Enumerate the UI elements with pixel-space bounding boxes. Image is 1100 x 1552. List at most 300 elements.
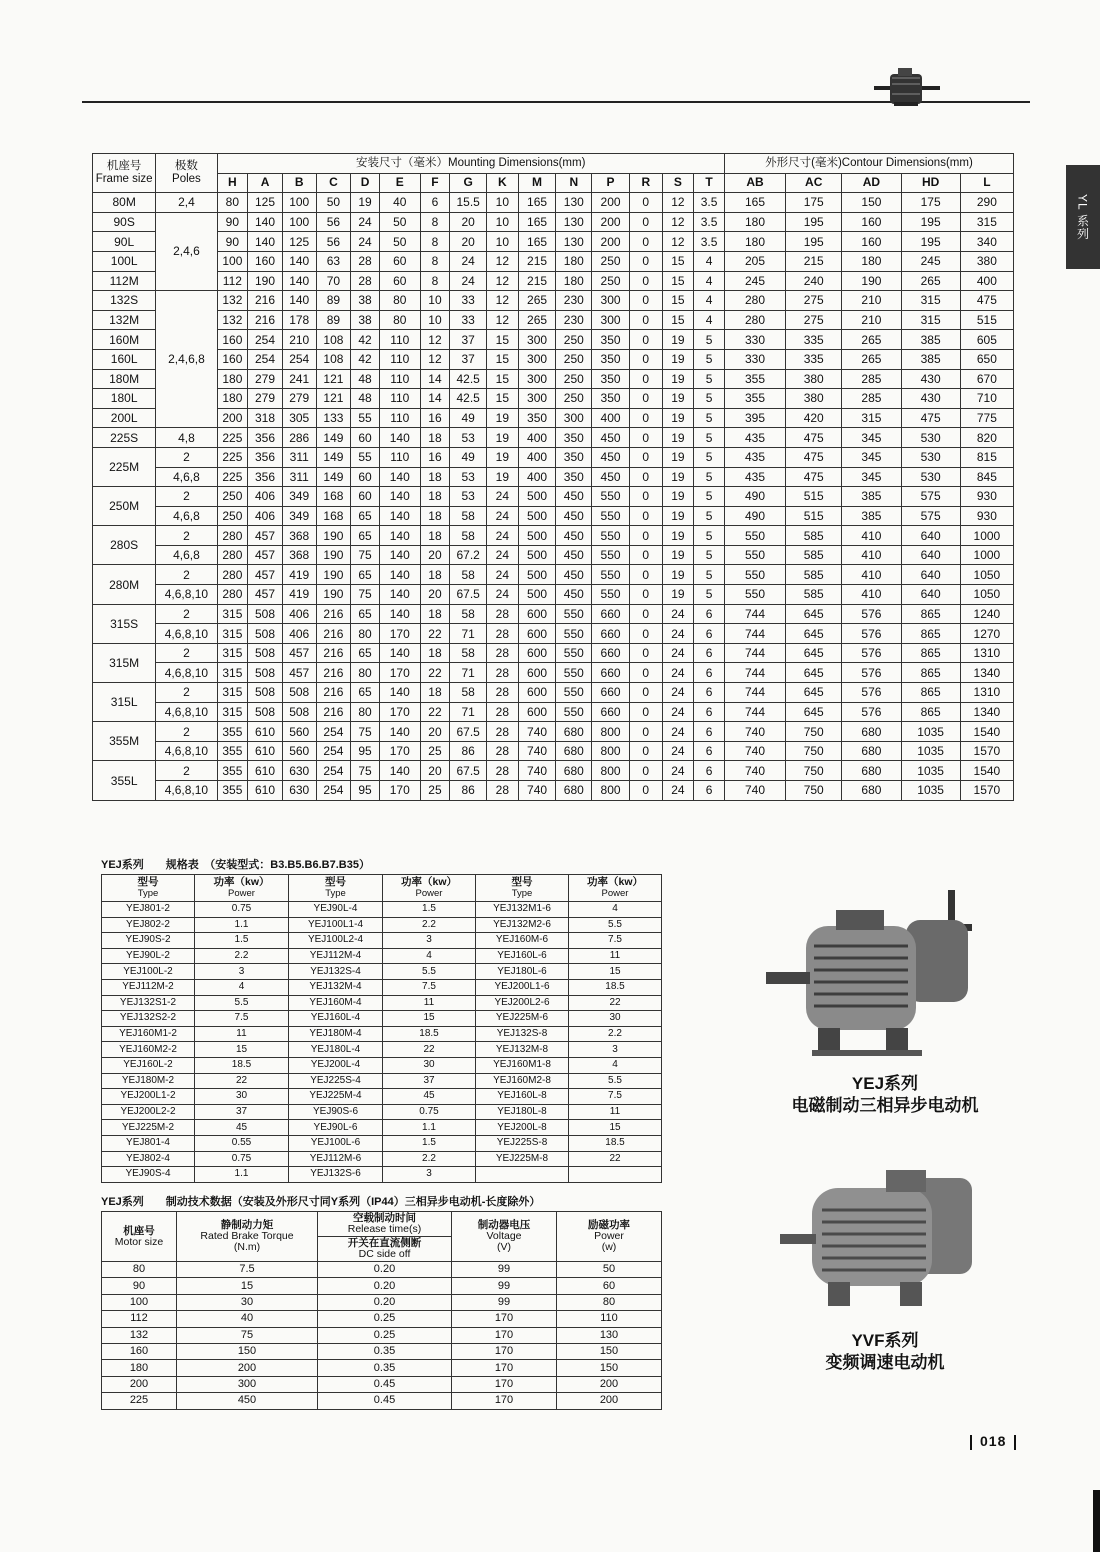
value-cell: 140 bbox=[379, 487, 420, 507]
value-cell: 28 bbox=[487, 643, 519, 663]
value-cell: 8 bbox=[420, 232, 450, 252]
type-cell bbox=[476, 1167, 569, 1183]
dimensions-table bbox=[92, 153, 1014, 801]
value-cell: 355 bbox=[217, 722, 248, 742]
power-cell: 22 bbox=[383, 1042, 476, 1058]
value-cell: 335 bbox=[786, 349, 842, 369]
value-cell: 168 bbox=[316, 487, 351, 507]
value-cell: 10 bbox=[487, 232, 519, 252]
poles-cell: 2 bbox=[156, 604, 217, 624]
power-cell: 4 bbox=[569, 1057, 662, 1073]
value-cell: 645 bbox=[786, 643, 842, 663]
frame-size-cell: 225S bbox=[93, 428, 156, 448]
value-cell: 20 bbox=[420, 761, 450, 781]
value-cell: 1340 bbox=[960, 702, 1013, 722]
page-number bbox=[962, 1433, 1024, 1450]
type-cell: YEJ225M-6 bbox=[476, 1011, 569, 1027]
col-header: H bbox=[217, 173, 248, 193]
value-cell: 280 bbox=[217, 526, 248, 546]
value-cell: 28 bbox=[351, 251, 380, 271]
value-cell: 140 bbox=[282, 251, 316, 271]
value-cell: 680 bbox=[556, 761, 592, 781]
value-cell: 12 bbox=[662, 232, 694, 252]
value-cell: 740 bbox=[724, 781, 785, 801]
value-cell: 6 bbox=[694, 624, 725, 644]
value-cell: 400 bbox=[592, 408, 630, 428]
value-cell: 800 bbox=[592, 761, 630, 781]
value-cell: 18 bbox=[420, 683, 450, 703]
value-cell: 750 bbox=[786, 781, 842, 801]
value-cell: 28 bbox=[487, 663, 519, 683]
type-cell: YEJ90L-2 bbox=[102, 948, 195, 964]
value-cell: 225 bbox=[102, 1393, 177, 1409]
value-cell: 0.45 bbox=[318, 1376, 452, 1392]
value-cell: 500 bbox=[518, 487, 556, 507]
value-cell: 5 bbox=[694, 447, 725, 467]
motor-logo-icon bbox=[872, 64, 942, 108]
value-cell: 95 bbox=[351, 741, 380, 761]
value-cell: 8 bbox=[420, 212, 450, 232]
value-cell: 254 bbox=[282, 349, 316, 369]
frame-size-cell: 160M bbox=[93, 330, 156, 350]
value-cell: 56 bbox=[316, 212, 351, 232]
value-cell: 475 bbox=[960, 291, 1013, 311]
value-cell: 280 bbox=[217, 565, 248, 585]
value-cell: 200 bbox=[592, 232, 630, 252]
type-cell: YEJ225M-4 bbox=[289, 1089, 383, 1105]
value-cell: 1340 bbox=[960, 663, 1013, 683]
value-cell: 20 bbox=[420, 722, 450, 742]
value-cell: 815 bbox=[960, 447, 1013, 467]
yvf-motor-image bbox=[776, 1158, 996, 1318]
value-cell: 305 bbox=[282, 408, 316, 428]
value-cell: 355 bbox=[217, 781, 248, 801]
value-cell: 16 bbox=[420, 447, 450, 467]
value-cell: 500 bbox=[518, 565, 556, 585]
value-cell: 680 bbox=[556, 741, 592, 761]
table-row bbox=[93, 526, 1014, 546]
table-row bbox=[93, 389, 1014, 409]
value-cell: 5 bbox=[694, 506, 725, 526]
value-cell: 400 bbox=[960, 271, 1013, 291]
value-cell: 740 bbox=[518, 741, 556, 761]
value-cell: 24 bbox=[487, 506, 519, 526]
value-cell: 450 bbox=[592, 428, 630, 448]
value-cell: 457 bbox=[282, 643, 316, 663]
value-cell: 660 bbox=[592, 702, 630, 722]
value-cell: 24 bbox=[487, 526, 519, 546]
value-cell: 60 bbox=[351, 428, 380, 448]
power-cell: 2.2 bbox=[195, 948, 289, 964]
table-row bbox=[102, 1393, 662, 1409]
col-header: HD bbox=[901, 173, 960, 193]
yej-caption-desc: 电磁制动三相异步电动机 bbox=[791, 1096, 979, 1115]
value-cell: 450 bbox=[556, 565, 592, 585]
value-cell: 350 bbox=[592, 349, 630, 369]
value-cell: 170 bbox=[379, 741, 420, 761]
value-cell: 410 bbox=[842, 526, 901, 546]
table-row bbox=[102, 902, 662, 918]
value-cell: 250 bbox=[592, 251, 630, 271]
value-cell: 300 bbox=[177, 1376, 318, 1392]
value-cell: 80 bbox=[351, 702, 380, 722]
value-cell: 58 bbox=[450, 526, 487, 546]
value-cell: 100 bbox=[217, 251, 248, 271]
poles-cell: 4,6,8,10 bbox=[156, 702, 217, 722]
value-cell: 640 bbox=[901, 565, 960, 585]
value-cell: 750 bbox=[786, 761, 842, 781]
frame-size-cell: 180L bbox=[93, 389, 156, 409]
poles-cell: 2,4,6,8 bbox=[156, 291, 217, 428]
table-row bbox=[93, 506, 1014, 526]
value-cell: 1540 bbox=[960, 761, 1013, 781]
value-cell: 435 bbox=[724, 467, 785, 487]
frame-size-cell: 90L bbox=[93, 232, 156, 252]
value-cell: 285 bbox=[842, 389, 901, 409]
value-cell: 149 bbox=[316, 467, 351, 487]
value-cell: 140 bbox=[379, 585, 420, 605]
value-cell: 190 bbox=[316, 545, 351, 565]
value-cell: 71 bbox=[450, 624, 487, 644]
value-cell: 19 bbox=[662, 330, 694, 350]
frame-size-cell: 132S bbox=[93, 291, 156, 311]
table-row bbox=[93, 212, 1014, 232]
power-cell: 1.1 bbox=[195, 917, 289, 933]
value-cell: 630 bbox=[282, 781, 316, 801]
value-cell: 5 bbox=[694, 467, 725, 487]
value-cell: 508 bbox=[282, 683, 316, 703]
value-cell: 24 bbox=[662, 781, 694, 801]
value-cell: 385 bbox=[842, 487, 901, 507]
table-row bbox=[93, 781, 1014, 801]
value-cell: 19 bbox=[662, 467, 694, 487]
value-cell: 500 bbox=[518, 506, 556, 526]
value-cell: 110 bbox=[379, 447, 420, 467]
value-cell: 420 bbox=[786, 408, 842, 428]
value-cell: 3.5 bbox=[694, 232, 725, 252]
poles-cell: 4,6,8,10 bbox=[156, 663, 217, 683]
value-cell: 28 bbox=[487, 683, 519, 703]
value-cell: 195 bbox=[901, 232, 960, 252]
value-cell: 355 bbox=[217, 761, 248, 781]
type-cell: YEJ180L-6 bbox=[476, 964, 569, 980]
value-cell: 1035 bbox=[901, 781, 960, 801]
value-cell: 380 bbox=[960, 251, 1013, 271]
col-header: L bbox=[960, 173, 1013, 193]
value-cell: 640 bbox=[901, 545, 960, 565]
value-cell: 15 bbox=[662, 291, 694, 311]
value-cell: 600 bbox=[518, 624, 556, 644]
value-cell: 315 bbox=[901, 291, 960, 311]
power-cell: 0.75 bbox=[195, 902, 289, 918]
value-cell: 18 bbox=[420, 604, 450, 624]
value-cell: 160 bbox=[842, 212, 901, 232]
value-cell: 6 bbox=[694, 643, 725, 663]
value-cell: 22 bbox=[420, 702, 450, 722]
type-cell: YEJ100L1-4 bbox=[289, 917, 383, 933]
value-cell: 80 bbox=[379, 310, 420, 330]
type-cell: YEJ802-2 bbox=[102, 917, 195, 933]
value-cell: 250 bbox=[556, 389, 592, 409]
value-cell: 550 bbox=[724, 585, 785, 605]
value-cell: 265 bbox=[518, 291, 556, 311]
value-cell: 435 bbox=[724, 428, 785, 448]
col-header: C bbox=[316, 173, 351, 193]
value-cell: 53 bbox=[450, 467, 487, 487]
value-cell: 740 bbox=[518, 722, 556, 742]
power-cell: 15 bbox=[569, 1120, 662, 1136]
type-cell: YEJ90S-6 bbox=[289, 1104, 383, 1120]
value-cell: 33 bbox=[450, 291, 487, 311]
value-cell: 60 bbox=[557, 1278, 662, 1294]
value-cell: 140 bbox=[379, 761, 420, 781]
value-cell: 250 bbox=[217, 487, 248, 507]
value-cell: 406 bbox=[248, 487, 283, 507]
value-cell: 200 bbox=[217, 408, 248, 428]
value-cell: 19 bbox=[662, 545, 694, 565]
value-cell: 300 bbox=[592, 310, 630, 330]
value-cell: 400 bbox=[518, 447, 556, 467]
value-cell: 575 bbox=[901, 506, 960, 526]
table-row bbox=[93, 408, 1014, 428]
value-cell: 450 bbox=[556, 545, 592, 565]
value-cell: 280 bbox=[724, 310, 785, 330]
value-cell: 0.20 bbox=[318, 1262, 452, 1278]
value-cell: 550 bbox=[592, 545, 630, 565]
power-cell: 11 bbox=[195, 1026, 289, 1042]
value-cell: 457 bbox=[248, 526, 283, 546]
value-cell: 419 bbox=[282, 585, 316, 605]
frame-size-cell: 100L bbox=[93, 251, 156, 271]
value-cell: 250 bbox=[556, 349, 592, 369]
table-row bbox=[102, 1151, 662, 1167]
value-cell: 25 bbox=[420, 741, 450, 761]
value-cell: 450 bbox=[592, 447, 630, 467]
yej-motor-image bbox=[756, 880, 1006, 1070]
value-cell: 80 bbox=[379, 291, 420, 311]
type-cell: YEJ90S-4 bbox=[102, 1167, 195, 1183]
type-cell: YEJ160M1-2 bbox=[102, 1026, 195, 1042]
value-cell: 170 bbox=[379, 702, 420, 722]
value-cell: 576 bbox=[842, 683, 901, 703]
value-cell: 86 bbox=[450, 741, 487, 761]
value-cell: 315 bbox=[217, 663, 248, 683]
value-cell: 15.5 bbox=[450, 193, 487, 213]
power-cell: 2.2 bbox=[569, 1026, 662, 1042]
value-cell: 0 bbox=[629, 643, 662, 663]
value-cell: 395 bbox=[724, 408, 785, 428]
value-cell: 150 bbox=[177, 1343, 318, 1359]
value-cell: 5 bbox=[694, 408, 725, 428]
value-cell: 48 bbox=[351, 369, 380, 389]
value-cell: 24 bbox=[487, 585, 519, 605]
value-cell: 250 bbox=[217, 506, 248, 526]
frame-size-cell: 180M bbox=[93, 369, 156, 389]
value-cell: 12 bbox=[487, 310, 519, 330]
value-cell: 406 bbox=[248, 506, 283, 526]
value-cell: 600 bbox=[518, 683, 556, 703]
value-cell: 600 bbox=[518, 702, 556, 722]
value-cell: 25 bbox=[420, 781, 450, 801]
value-cell: 165 bbox=[518, 212, 556, 232]
value-cell: 19 bbox=[662, 447, 694, 467]
value-cell: 60 bbox=[351, 467, 380, 487]
value-cell: 37 bbox=[450, 330, 487, 350]
value-cell: 15 bbox=[662, 251, 694, 271]
value-cell: 216 bbox=[316, 624, 351, 644]
value-cell: 605 bbox=[960, 330, 1013, 350]
col-header: R bbox=[629, 173, 662, 193]
value-cell: 0 bbox=[629, 428, 662, 448]
value-cell: 660 bbox=[592, 624, 630, 644]
value-cell: 0 bbox=[629, 212, 662, 232]
value-cell: 19 bbox=[487, 428, 519, 448]
value-cell: 19 bbox=[662, 506, 694, 526]
value-cell: 112 bbox=[102, 1311, 177, 1327]
yej-spec-title: YEJ系列 规格表 （安装型式：B3.B5.B6.B7.B35） bbox=[101, 859, 370, 871]
page-number-text: 018 bbox=[980, 1433, 1007, 1449]
value-cell: 6 bbox=[694, 741, 725, 761]
value-cell: 110 bbox=[557, 1311, 662, 1327]
value-cell: 24 bbox=[450, 251, 487, 271]
value-cell: 160 bbox=[217, 330, 248, 350]
frame-size-cell: 225M bbox=[93, 447, 156, 486]
power-cell: 4 bbox=[195, 979, 289, 995]
value-cell: 125 bbox=[282, 232, 316, 252]
value-cell: 19 bbox=[487, 467, 519, 487]
type-cell: YEJ112M-6 bbox=[289, 1151, 383, 1167]
value-cell: 660 bbox=[592, 643, 630, 663]
value-cell: 14 bbox=[420, 369, 450, 389]
value-cell: 576 bbox=[842, 643, 901, 663]
brake-data-table bbox=[101, 1211, 662, 1410]
value-cell: 14 bbox=[420, 389, 450, 409]
value-cell: 0 bbox=[629, 447, 662, 467]
value-cell: 67.2 bbox=[450, 545, 487, 565]
value-cell: 130 bbox=[556, 193, 592, 213]
value-cell: 315 bbox=[217, 624, 248, 644]
value-cell: 5 bbox=[694, 389, 725, 409]
value-cell: 645 bbox=[786, 624, 842, 644]
power-cell: 7.5 bbox=[195, 1011, 289, 1027]
type-cell: YEJ225M-8 bbox=[476, 1151, 569, 1167]
value-cell: 140 bbox=[379, 565, 420, 585]
value-cell: 140 bbox=[379, 506, 420, 526]
value-cell: 180 bbox=[842, 251, 901, 271]
value-cell: 475 bbox=[786, 447, 842, 467]
poles-cell: 2 bbox=[156, 643, 217, 663]
table-row bbox=[102, 1343, 662, 1359]
yej-caption-series: YEJ系列 bbox=[851, 1074, 919, 1093]
value-cell: 50 bbox=[379, 212, 420, 232]
value-cell: 610 bbox=[248, 722, 283, 742]
value-cell: 550 bbox=[556, 624, 592, 644]
value-cell: 24 bbox=[487, 487, 519, 507]
value-cell: 230 bbox=[556, 310, 592, 330]
value-cell: 345 bbox=[842, 447, 901, 467]
table-row bbox=[93, 447, 1014, 467]
power-cell: 4 bbox=[383, 948, 476, 964]
value-cell: 350 bbox=[592, 369, 630, 389]
power-cell: 5.5 bbox=[195, 995, 289, 1011]
value-cell: 18 bbox=[420, 467, 450, 487]
value-cell: 168 bbox=[316, 506, 351, 526]
type-cell: YEJ100L2-4 bbox=[289, 933, 383, 949]
value-cell: 67.5 bbox=[450, 722, 487, 742]
type-cell: YEJ90S-2 bbox=[102, 933, 195, 949]
value-cell: 170 bbox=[452, 1360, 557, 1376]
value-cell: 15 bbox=[177, 1278, 318, 1294]
value-cell: 67.5 bbox=[450, 585, 487, 605]
value-cell: 170 bbox=[379, 663, 420, 683]
power-cell: 3 bbox=[569, 1042, 662, 1058]
value-cell: 660 bbox=[592, 604, 630, 624]
table-row bbox=[93, 193, 1014, 213]
value-cell: 215 bbox=[518, 271, 556, 291]
value-cell: 140 bbox=[379, 526, 420, 546]
value-cell: 210 bbox=[842, 310, 901, 330]
value-cell: 18 bbox=[420, 565, 450, 585]
value-cell: 190 bbox=[316, 565, 351, 585]
value-cell: 65 bbox=[351, 683, 380, 703]
value-cell: 280 bbox=[724, 291, 785, 311]
value-cell: 550 bbox=[556, 702, 592, 722]
value-cell: 170 bbox=[452, 1343, 557, 1359]
value-cell: 800 bbox=[592, 781, 630, 801]
value-cell: 195 bbox=[786, 232, 842, 252]
value-cell: 20 bbox=[420, 545, 450, 565]
value-cell: 216 bbox=[316, 604, 351, 624]
value-cell: 356 bbox=[248, 447, 283, 467]
value-cell: 130 bbox=[556, 212, 592, 232]
value-cell: 0 bbox=[629, 585, 662, 605]
value-cell: 178 bbox=[282, 310, 316, 330]
value-cell: 311 bbox=[282, 467, 316, 487]
value-cell: 75 bbox=[177, 1327, 318, 1343]
value-cell: 300 bbox=[518, 349, 556, 369]
value-cell: 60 bbox=[379, 271, 420, 291]
contour-header: 外形尺寸(毫米)Contour Dimensions(mm) bbox=[724, 154, 1013, 174]
value-cell: 744 bbox=[724, 683, 785, 703]
power-cell: 7.5 bbox=[383, 979, 476, 995]
power-cell: 18.5 bbox=[569, 979, 662, 995]
value-cell: 216 bbox=[316, 663, 351, 683]
type-cell: YEJ132M1-6 bbox=[476, 902, 569, 918]
value-cell: 744 bbox=[724, 643, 785, 663]
value-cell: 80 bbox=[102, 1262, 177, 1278]
value-cell: 160 bbox=[217, 349, 248, 369]
value-cell: 210 bbox=[842, 291, 901, 311]
table-row bbox=[102, 1376, 662, 1392]
value-cell: 170 bbox=[452, 1393, 557, 1409]
value-cell: 550 bbox=[556, 683, 592, 703]
value-cell: 265 bbox=[518, 310, 556, 330]
value-cell: 60 bbox=[379, 251, 420, 271]
value-cell: 6 bbox=[694, 604, 725, 624]
value-cell: 550 bbox=[592, 506, 630, 526]
value-cell: 110 bbox=[379, 408, 420, 428]
value-cell: 140 bbox=[379, 683, 420, 703]
value-cell: 645 bbox=[786, 683, 842, 703]
value-cell: 349 bbox=[282, 487, 316, 507]
value-cell: 100 bbox=[102, 1294, 177, 1310]
value-cell: 400 bbox=[518, 428, 556, 448]
value-cell: 500 bbox=[518, 526, 556, 546]
value-cell: 508 bbox=[248, 604, 283, 624]
dc-side-header: 开关在直流侧断 DC side off bbox=[318, 1237, 452, 1262]
value-cell: 132 bbox=[217, 291, 248, 311]
value-cell: 170 bbox=[452, 1327, 557, 1343]
